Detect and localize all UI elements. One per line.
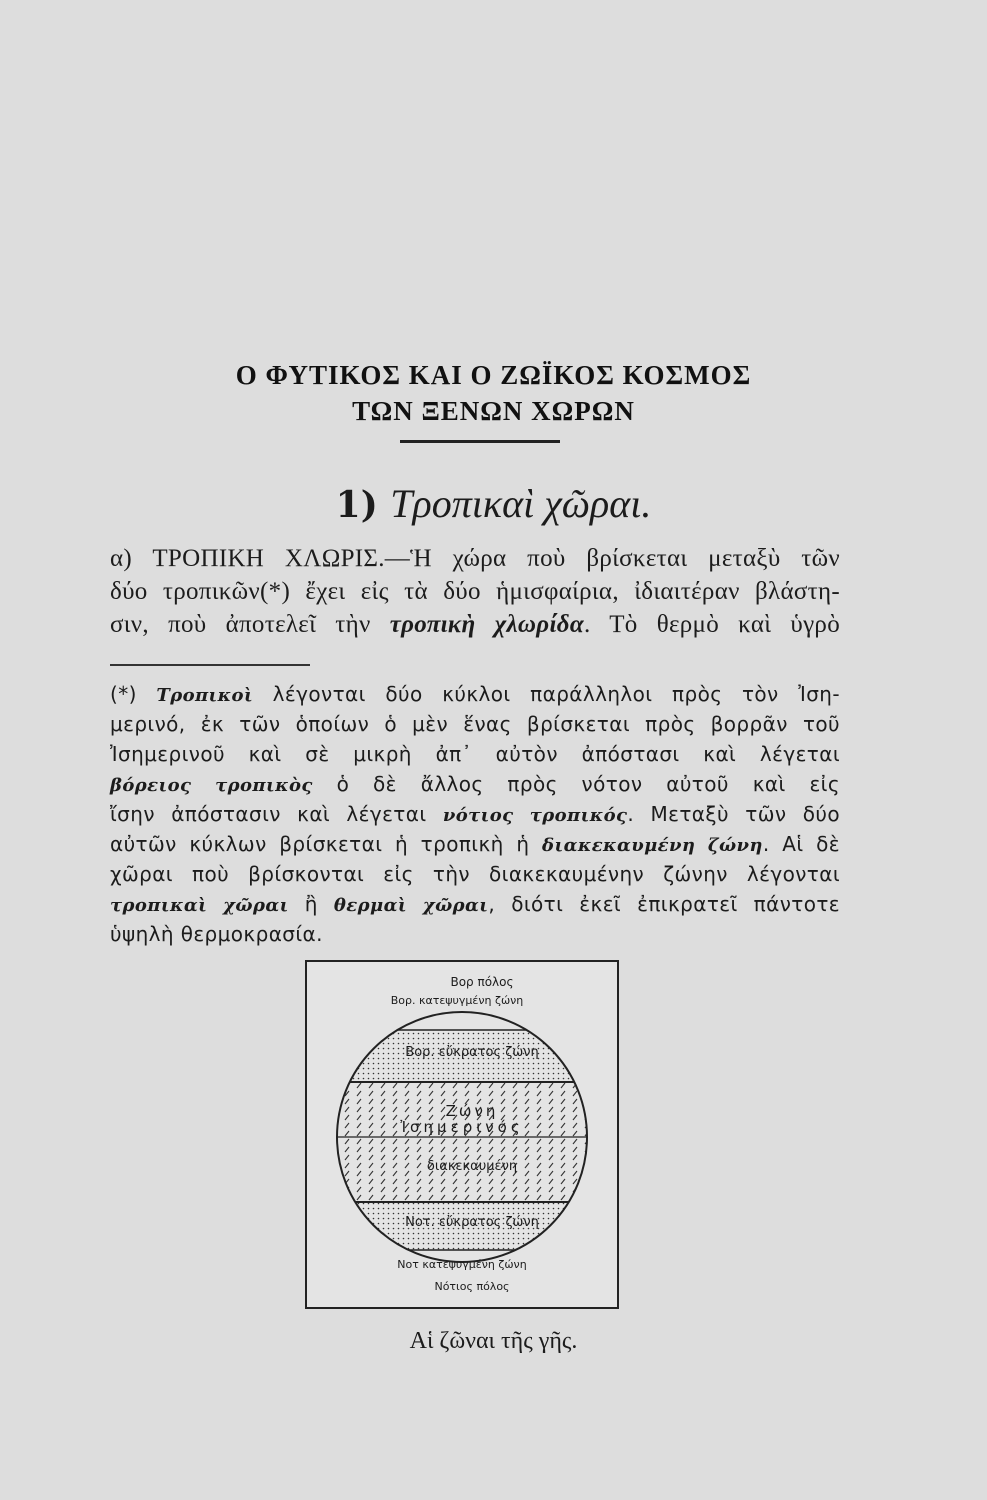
footnote-line [110,832,840,866]
emphasized-term: βόρειος τροπικὸς [110,775,313,796]
footnote-text: ἢ [288,892,334,916]
north-pole-label: Βορ πόλος [450,975,514,989]
emphasized-term: Τροπικοὶ [156,685,254,706]
south-pole-label: Νότιος πόλος [434,1280,510,1293]
footnote-text: ἴσην ἀπόστασιν καὶ λέγεται [110,802,443,826]
zone-label: Ζώνη [445,1102,499,1120]
body-text: σιν, ποὺ ἀποτελεῖ τὴν [110,611,390,638]
chapter-title-line1: Ο ΦΥΤΙΚΟΣ ΚΑΙ Ο ΖΩΪΚΟΣ ΚΟΣΜΟΣ [235,360,752,390]
north-temperate-label: Βορ. εὔκρατος ζώνη [405,1045,539,1060]
footnote-text: . Μεταξὺ τῶν δύο [627,802,840,826]
footnote-text: ὑψηλὴ θερμοκρασία. [110,922,323,946]
footnote-text: Ἰσημερινοῦ καὶ σὲ μικρὴ ἀπ᾽ αὐτὸν ἀπόστασι καὶ λέγεται [110,742,840,766]
footnote-line [110,772,840,806]
body-line [110,545,840,579]
equator-label: Ἰσημερινός [400,1118,524,1136]
footnote-text: λέγονται δύο κύκλοι παράλληλοι πρὸς τὸν Ἰση- [253,682,840,706]
footnote-text: αὐτῶν κύκλων βρίσκεται ἡ τροπικὴ ἡ [110,832,543,856]
body-line [110,611,840,645]
section-number: 1) [335,484,378,526]
south-frigid-label: Νοτ κατεψυγμένη ζώνη [397,1258,527,1271]
figure-caption: Αἱ ζῶναι τῆς γῆς. [409,1328,578,1354]
torrid-zone [327,1082,597,1202]
footnote-divider [110,664,310,666]
earth-zones-figure [305,960,619,1309]
emphasized-term: θερμαὶ χῶραι [333,895,489,916]
title-divider [400,440,560,443]
emphasized-term: τροπικὴ χλωρίδα [389,611,584,638]
footnote-line [110,742,840,776]
footnote-text: χῶραι ποὺ βρίσκονται εἰς τὴν διακεκαυμένην ζώνην λέγονται [110,862,840,886]
north-frigid-label: Βορ. κατεψυγμένη ζώνη [390,994,524,1007]
earth-zones-diagram [307,962,617,1307]
footnote-line [110,892,840,926]
torrid-zone-label: διακεκαυμένη [426,1159,518,1174]
south-temperate-label: Νοτ. εὔκρατος ζώνη [405,1215,539,1230]
footnote-line [110,802,840,836]
footnote-text: ὁ δὲ ἄλλος πρὸς νότον αὐτοῦ καὶ εἰς [312,772,840,796]
section-heading [0,480,987,527]
section-title: Τροπικαὶ χῶραι. [390,481,652,526]
footnote-line [110,682,840,716]
footnote-line [110,712,840,746]
emphasized-term: διακεκαυμένη ζώνη [542,835,763,856]
emphasized-term: νότιος τροπικός [442,805,628,826]
footnote-marker: (*) [110,682,157,706]
body-text: α) ΤΡΟΠΙΚΗ ΧΛΩΡΙΣ.—Ἡ χώρα ποὺ βρίσκεται μεταξὺ τῶν [110,545,840,572]
emphasized-term: τροπικαὶ χῶραι [110,895,289,916]
globe-zones [327,1002,597,1280]
body-text: . Τὸ θερμὸ καὶ ὑγρὸ [583,611,840,638]
footnote-text: μερινό, ἐκ τῶν ὁποίων ὁ μὲν ἕνας βρίσκεται πρὸς βορρᾶν τοῦ [110,712,840,736]
body-line [110,578,840,612]
footnote-text: . Αἱ δὲ [762,832,840,856]
footnote-line [110,922,840,956]
footnote-line [110,862,840,896]
footnote-text: , διότι ἐκεῖ ἐπικρατεῖ πάντοτε [488,892,841,916]
chapter-title-line2: ΤΩΝ ΞΕΝΩΝ ΧΩΡΩΝ [352,396,635,426]
body-text: δύο τροπικῶν(*) ἔχει εἰς τὰ δύο ἡμισφαίρια, ἰδιαιτέραν βλάστη- [110,578,840,605]
